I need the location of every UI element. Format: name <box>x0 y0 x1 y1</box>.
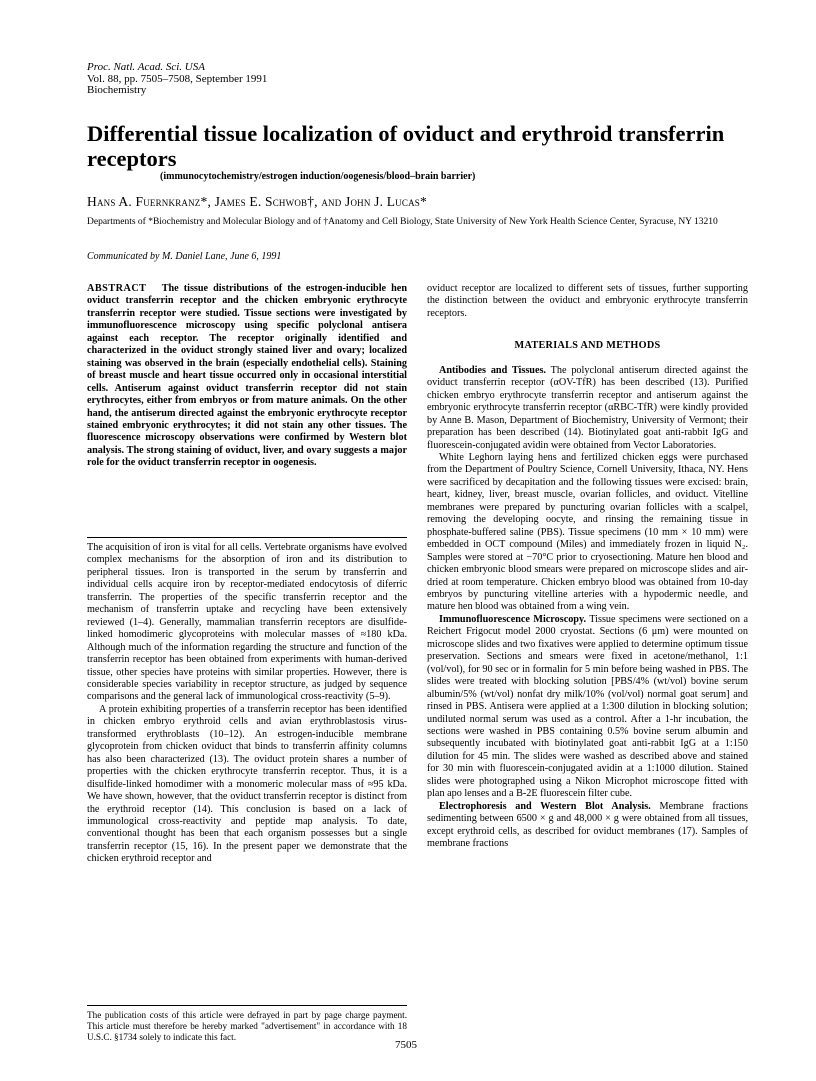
intro-paragraph-2: A protein exhibiting properties of a transferrin receptor has been identified in chicken embryo erythroid cells and avian erythroblastosis virus-transformed erythroblasts (10–12). An estrogen-inducible membrane glycoprotein from chicken oviduct that binds to transferrin affinity columns has also been characterized (13). The oviduct protein shares a number of properties with the chicken erythrocyte transferrin receptor. Thus, it is a disulfide-linked homodimer with a monomeric molecular mass of ≈95 kDa. We have shown, however, that the oviduct transferrin receptor is distinct from the erythroid receptor (14). This conclusion is based on a lack of immunological cross-reactivity and peptide map analysis. To date, conventional thought has been that each organism possesses but a single transferrin receptor (15, 16). In the present paper we demonstrate that the chicken erythroid receptor and <box>87 703 407 865</box>
subheading-antibodies: Antibodies and Tissues. <box>439 364 546 376</box>
footnote-divider <box>87 1005 407 1006</box>
section-heading-methods: MATERIALS AND METHODS <box>514 340 661 352</box>
paragraph-tissues: White Leghorn laying hens and fertilized chicken eggs were purchased from the Department of Poultry Science, Cornell University, Ithaca, NY. Hens were sacrificed by decapitation and the following tissues were excised: brain, heart, kidney, liver, breast muscle, ovarian follicles, and oviduct. Vitelline membranes were prepared by puncturing ovarian follicles with a scalpel, removing the developing oocyte, and rinsing the remaining tissue in phosphate-buffered saline (PBS). Tissue specimens (10 mm × 10 mm) were embedded in OCT compound (Miles) and immediately frozen in liquid N₂. Samples were stored at −70°C prior to cryosectioning. Mature hen blood and chicken embryonic blood smears were prepared on microscope slides and air-dried at room temperature. Chicken embryo blood was obtained from 10-day embryos by puncturing vitelline arteries with a hypodermic needle, and mature hen blood was obtained from a wing vein. <box>427 451 748 613</box>
affiliation: Departments of *Biochemistry and Molecular Biology and of †Anatomy and Cell Biology, State University of New York Health Science Center, Syracuse, NY 13210 <box>87 217 718 227</box>
paragraph-immunofluorescence <box>427 614 748 801</box>
communicated-by: Communicated by M. Daniel Lane, June 6, 1991 <box>87 251 282 262</box>
journal-volume: Vol. 88, pp. 7505–7508, September 1991 <box>87 72 268 85</box>
paragraph-electrophoresis <box>427 801 748 851</box>
antibodies-text: The polyclonal antiserum directed against the oviduct transferrin receptor (αOV-TfR) has been described (13). Purified chicken embryo erythrocyte transferrin receptor and antiserum against the embryonic erythrocyte transferrin receptor (αRBC-TfR) were kindly provided by Anne B. Mason, Department of Biochemistry, University of Vermont; their preparation has been described (14). Biotinylated goat anti-rabbit IgG and fluorescein-conjugated avidin were obtained from Vector Laboratories. <box>427 364 748 451</box>
paper-title: Differential tissue localization of oviduct and erythroid transferrin receptors <box>87 121 725 171</box>
paragraph-antibodies <box>427 365 748 452</box>
journal-header <box>87 62 267 97</box>
footnote: The publication costs of this article were defrayed in part by page charge payment. This article must therefore be hereby marked "advertisement" in accordance with 18 U.S.C. §1734 solely to indicate this fact. <box>87 1010 407 1042</box>
abstract-text: The tissue distributions of the estrogen-inducible hen oviduct transferrin receptor and the chicken embryonic erythrocyte transferrin receptor were studied. Tissue sections were investigated by immunofluorescence microscopy using specific polyclonal antisera against each receptor. The receptor originally identified and characterized in the oviduct strongly stained liver and ovary; localized staining was observed in the brain (especially endothelial cells). Staining of breast muscle and heart tissue occurred only in occasional interstitial cells. Antiserum against oviduct transferrin receptor did not stain erythrocytes, either from embryos or from mature animals. On the other hand, the antiserum directed against the embryonic erythrocyte receptor stained embryonic erythrocytes; it did not stain any other tissues. The fluorescence microscopy observations were confirmed by Western blot analysis. The strong staining of oviduct, liver, and ovary suggests a major role for the oviduct transferrin receptor in oogenesis. <box>87 283 407 469</box>
journal-name: Proc. Natl. Acad. Sci. USA <box>87 61 205 73</box>
subheading-electrophoresis: Electrophoresis and Western Blot Analysis. <box>439 800 651 812</box>
authors <box>87 194 427 210</box>
keywords: (immunocytochemistry/estrogen induction/oogenesis/blood–brain barrier) <box>160 171 476 182</box>
immunofluorescence-text: Tissue specimens were sectioned on a Reichert Frigocut model 2000 cryostat. Sections (6 μm) were mounted on microscope slides and two fixatives were applied to determine optimum tissue preservation. Sections and smears were fixed in acetone/methanol, 1:1 (vol/vol), for 90 sec or in formalin for 5 min before being washed in PBS. The slides were treated with blocking solution [PBS/4% (wt/vol) bovine serum albumin/5% (wt/vol) nonfat dry milk/10% (vol/vol) normal goat serum] and rinsed in PBS. Antisera were applied at a 1:300 dilution in blocking solution; undiluted normal serum was used as a control. After a 1-hr incubation, the sections were washed in PBS containing 0.5% bovine serum albumin and subsequently incubated with biotinylated goat anti-rabbit IgG at a 1:150 dilution for 45 min. The slides were washed as described above and stained for 30 min with fluorescein-conjugated avidin at a 1:1000 dilution. Stained slides were photographed using a Nikon Microphot microscope fitted with plan apo lenses and a B-2E fluorescein filter cube. <box>427 613 748 800</box>
author-list: Hans A. Fuernkranz*, James E. Schwob†, and John J. Lucas* <box>87 194 427 209</box>
continuation-text: oviduct receptor are localized to different sets of tissues, further supporting the distinction between the oviduct and embryonic erythrocyte transferrin receptors. <box>427 283 748 319</box>
right-column <box>427 283 748 850</box>
abstract <box>87 283 407 470</box>
introduction <box>87 542 407 866</box>
journal-section: Biochemistry <box>87 84 147 96</box>
intro-paragraph-1: The acquisition of iron is vital for all cells. Vertebrate organisms have evolved complex mechanisms for the absorption of iron and its distribution to peripheral tissues. Iron is transported in the serum by transferrin and individual cells acquire iron by receptor-mediated endocytosis of diferric transferrin. The properties of the specific transferrin receptor and the mechanism of transferrin uptake and recycling have been extensively reviewed (1–4). Generally, mammalian transferrin receptors are disulfide-linked homodimeric glycoproteins with molecular masses of ≈180 kDa. Although much of the information regarding the structure and function of the transferrin receptor has been obtained from experiments with human-derived tissue, other species have proteins with similar properties. However, there is considerable species variability in receptor structure, as judged by sequence comparisons and the general lack of immunological cross-reactivity (5–9). <box>87 542 407 703</box>
page-number: 7505 <box>395 1039 417 1051</box>
electrophoresis-text: Membrane fractions sedimenting between 6500 × g and 48,000 × g were obtained from all tissues, except erythroid cells, as described for oviduct membranes (17). Samples of membrane fractions <box>427 800 749 850</box>
abstract-heading: ABSTRACT <box>87 283 147 294</box>
abstract-divider <box>87 537 407 538</box>
subheading-immunofluorescence: Immunofluorescence Microscopy. <box>439 613 587 625</box>
